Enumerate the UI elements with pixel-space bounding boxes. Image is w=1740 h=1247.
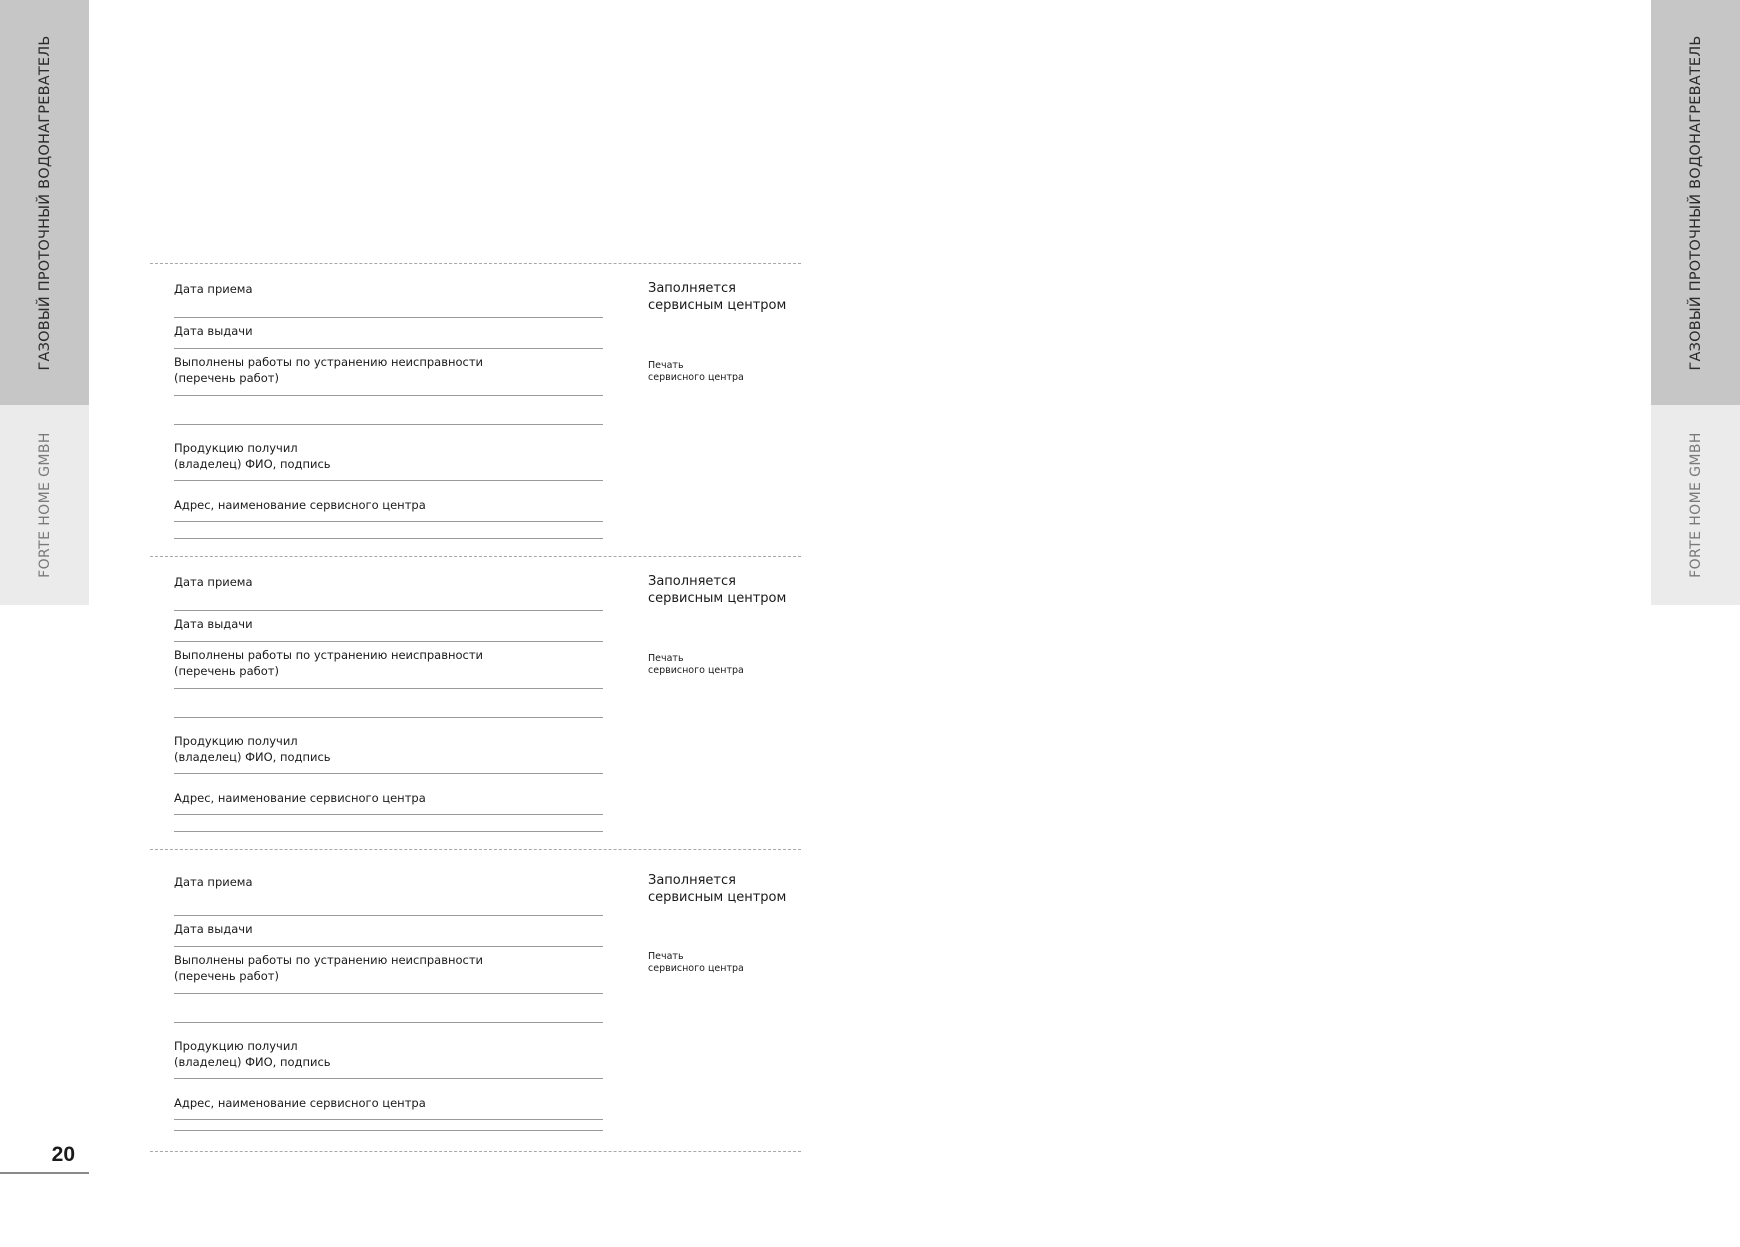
date-issued-field[interactable]	[174, 318, 603, 349]
page-number: 20	[0, 1138, 89, 1174]
right-company-tab	[1651, 405, 1740, 605]
filled-by-service-center-line1: Заполняется	[648, 281, 736, 296]
left-product-tab	[0, 0, 89, 405]
filled-by-service-center-line2: сервисным центром	[648, 890, 787, 905]
date-received-field[interactable]	[174, 277, 603, 318]
filled-by-service-center-line2: сервисным центром	[648, 591, 787, 606]
work-done-label-line2: (перечень работ)	[174, 969, 279, 983]
address-extra-line[interactable]	[174, 1130, 603, 1131]
filled-by-service-center-line1: Заполняется	[648, 574, 736, 589]
received-by-label-line2: (владелец) ФИО, подпись	[174, 457, 331, 471]
date-issued-label: Дата выдачи	[174, 922, 253, 936]
date-received-field[interactable]	[174, 570, 603, 611]
date-received-label: Дата приема	[174, 282, 253, 296]
date-issued-field[interactable]	[174, 611, 603, 642]
address-field[interactable]	[174, 774, 603, 815]
service-record-form	[150, 556, 801, 849]
address-field[interactable]	[174, 1079, 603, 1120]
stamp-label-line2: сервисного центра	[648, 372, 744, 383]
cut-line	[150, 1151, 801, 1152]
date-received-label: Дата приема	[174, 575, 253, 589]
stamp-label-line1: Печать	[648, 951, 684, 962]
received-by-label-line1: Продукцию получил	[174, 441, 298, 455]
date-issued-label: Дата выдачи	[174, 617, 253, 631]
received-by-label-line1: Продукцию получил	[174, 734, 298, 748]
filled-by-service-center-line2: сервисным центром	[648, 298, 787, 313]
stamp-label-line1: Печать	[648, 653, 684, 664]
left-company-tab	[0, 405, 89, 605]
date-received-field[interactable]	[174, 870, 603, 916]
received-by-field[interactable]	[174, 717, 603, 774]
work-done-label-line1: Выполнены работы по устранению неисправности	[174, 355, 484, 369]
received-by-label-line2: (владелец) ФИО, подпись	[174, 750, 331, 764]
date-received-label: Дата приема	[174, 875, 253, 889]
service-record-form	[150, 263, 801, 556]
right-product-title: ГАЗОВЫЙ ПРОТОЧНЫЙ ВОДОНАГРЕВАТЕЛЬ	[1687, 34, 1704, 371]
work-done-field[interactable]	[174, 947, 603, 994]
work-done-label-line1: Выполнены работы по устранению неисправности	[174, 648, 484, 662]
right-company-name: FORTE HOME GMBH	[1687, 432, 1704, 578]
address-extra-line[interactable]	[174, 538, 603, 539]
date-issued-label: Дата выдачи	[174, 324, 253, 338]
work-done-label-line2: (перечень работ)	[174, 371, 279, 385]
address-label: Адрес, наименование сервисного центра	[174, 791, 426, 805]
address-field[interactable]	[174, 481, 603, 522]
stamp-label-line1: Печать	[648, 360, 684, 371]
date-issued-field[interactable]	[174, 916, 603, 947]
left-product-title: ГАЗОВЫЙ ПРОТОЧНЫЙ ВОДОНАГРЕВАТЕЛЬ	[36, 34, 53, 371]
work-done-label-line2: (перечень работ)	[174, 664, 279, 678]
received-by-field[interactable]	[174, 1022, 603, 1079]
work-done-field[interactable]	[174, 349, 603, 396]
address-label: Адрес, наименование сервисного центра	[174, 1096, 426, 1110]
stamp-label-line2: сервисного центра	[648, 665, 744, 676]
stamp-label-line2: сервисного центра	[648, 963, 744, 974]
right-product-tab	[1651, 0, 1740, 405]
work-done-field[interactable]	[174, 642, 603, 689]
address-extra-line[interactable]	[174, 831, 603, 832]
service-record-form	[150, 849, 801, 1151]
received-by-label-line1: Продукцию получил	[174, 1039, 298, 1053]
filled-by-service-center-line1: Заполняется	[648, 873, 736, 888]
address-label: Адрес, наименование сервисного центра	[174, 498, 426, 512]
work-done-label-line1: Выполнены работы по устранению неисправности	[174, 953, 484, 967]
received-by-label-line2: (владелец) ФИО, подпись	[174, 1055, 331, 1069]
received-by-field[interactable]	[174, 424, 603, 481]
left-company-name: FORTE HOME GMBH	[36, 432, 53, 578]
